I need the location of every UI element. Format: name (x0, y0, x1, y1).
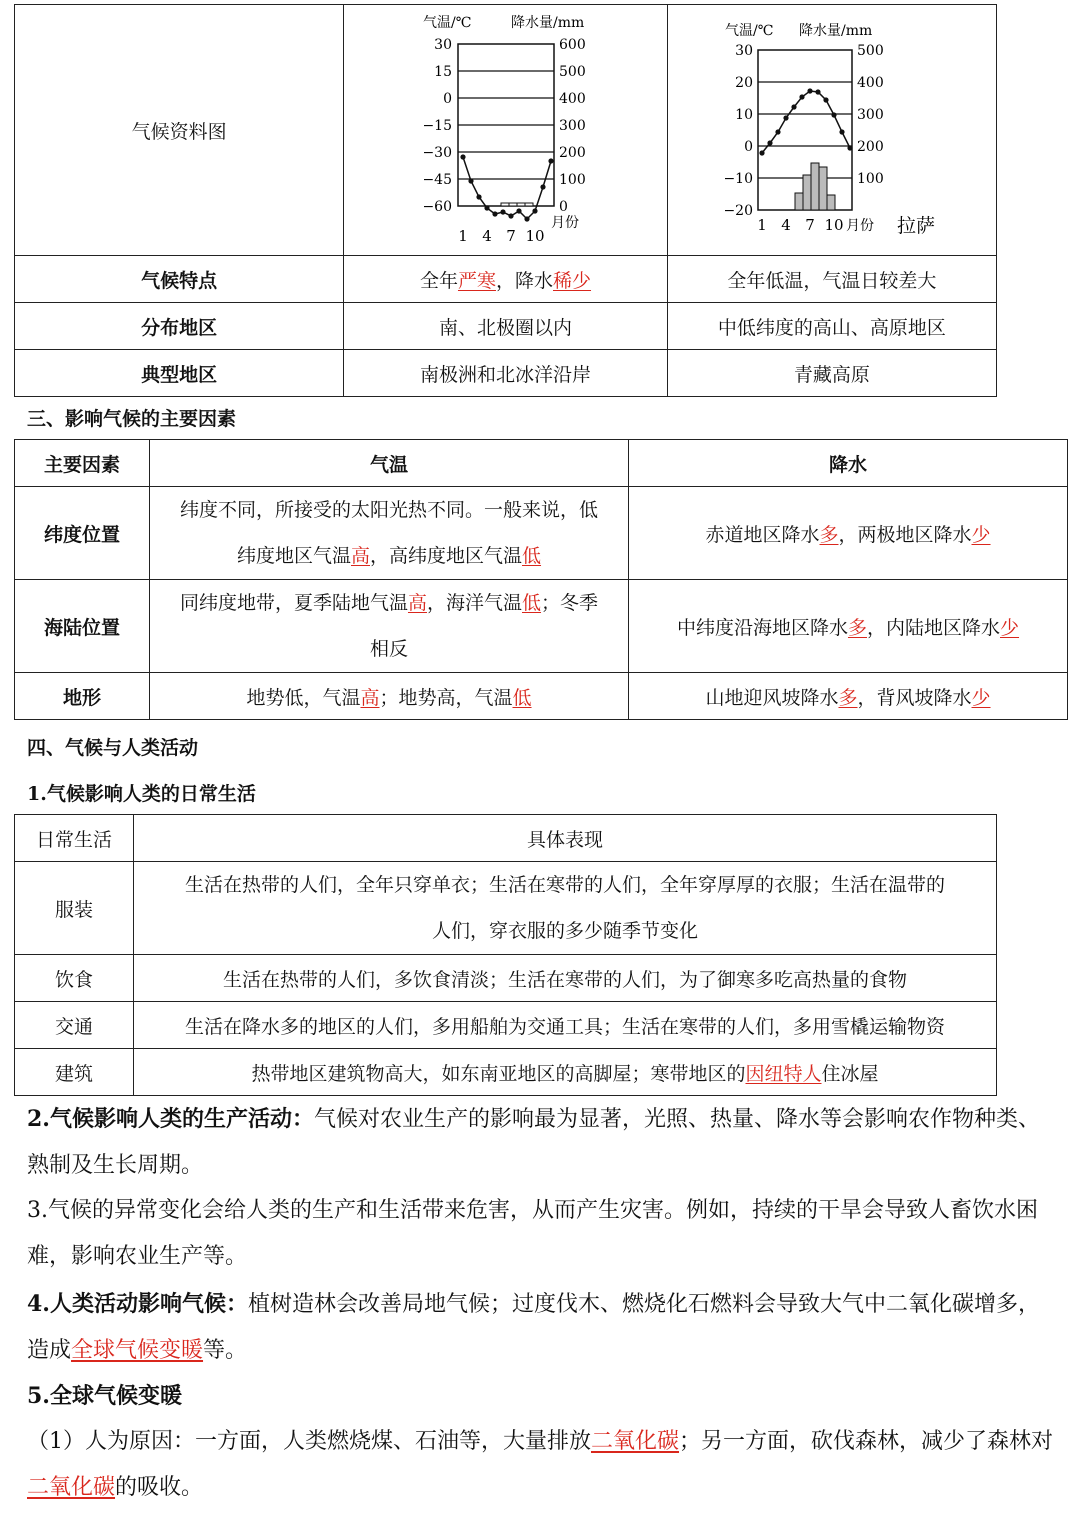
temp-effect: 地势低，气温高；地势高，气温低 (150, 673, 629, 720)
precip-effect: 中纬度沿海地区降水多，内陆地区降水少 (629, 580, 1068, 673)
header-detail: 具体表现 (134, 815, 997, 862)
row-label: 分布地区 (15, 303, 344, 350)
table-row (15, 350, 997, 397)
paragraph-3: 3.气候的异常变化会给人类的生产和生活带来危害，从而产生灾害。例如，持续的干旱会导致人畜饮水困难，影响农业生产等。 (27, 1198, 1038, 1269)
temp-tick: −15 (422, 118, 453, 134)
row-label-chart: 气候资料图 (15, 5, 344, 256)
x-unit: 月份 (551, 215, 580, 231)
polar-distribution: 南、北极圈以内 (344, 303, 667, 350)
header-daily: 日常生活 (15, 815, 134, 862)
polar-precip-ticks (559, 37, 586, 215)
climate-table (14, 4, 997, 397)
table-row (15, 955, 997, 1002)
precip-effect: 山地迎风坡降水多，背风坡降水少 (629, 673, 1068, 720)
paragraph-2-text: 气候对农业生产的影响最为显著，光照、热量、降水等会影响农作物种类、熟制及生长周期。 (27, 1107, 1040, 1178)
precip-tick: 300 (856, 107, 884, 123)
paragraph-4: 4.人类活动影响气候：植树造林会改善局地气候；过度伐木、燃烧化石燃料会导致大气中二氧化碳增多，造成全球气候变暖等。 (27, 1291, 1040, 1363)
factor-label: 海陆位置 (15, 580, 150, 673)
lhasa-precip-bars (795, 163, 835, 210)
polar-temp-ticks (423, 37, 453, 215)
temp-tick: −20 (723, 203, 753, 219)
section3-title: 三、影响气候的主要因素 (27, 408, 237, 430)
life-item: 交通 (15, 1002, 134, 1049)
precip-tick: 0 (559, 199, 569, 215)
polar-climate-chart (345, 5, 665, 250)
x-tick: 4 (482, 227, 493, 245)
station-name: 拉萨 (896, 215, 935, 237)
life-desc: 生活在降水多的地区的人们，多用船舶为交通工具；生活在寒带的人们，多用雪橇运输物资 (134, 1002, 997, 1049)
temp-tick: −10 (723, 171, 753, 187)
table-row (15, 256, 997, 303)
paragraph-5: （1）人为原因：一方面，人类燃烧煤、石油等，大量排放二氧化碳；另一方面，砍伐森林，减少了森林对二氧化碳的吸收。 (27, 1429, 1054, 1500)
factor-label: 纬度位置 (15, 487, 150, 580)
table-row (15, 1049, 997, 1096)
precip-tick: 200 (559, 145, 587, 161)
lhasa-climate-chart (669, 5, 995, 250)
temp-tick: −30 (422, 145, 453, 161)
temp-effect: 纬度不同，所接受的太阳光热不同。一般来说，低 纬度地区气温高，高纬度地区气温低 (150, 487, 629, 580)
paragraph-2 (27, 1096, 1057, 1189)
table-row (15, 303, 997, 350)
life-desc: 热带地区建筑物高大，如东南亚地区的高脚屋；寒带地区的因纽特人住冰屋 (134, 1049, 997, 1096)
life-desc: 生活在热带的人们，全年只穿单衣；生活在寒带的人们，全年穿厚厚的衣服；生活在温带的 人们，穿衣服的多少随季节变化 (134, 862, 997, 955)
header-factor: 主要因素 (15, 440, 150, 487)
life-item: 饮食 (15, 955, 134, 1002)
life-item: 服装 (15, 862, 134, 955)
temp-tick: 20 (734, 75, 753, 91)
temp-tick: 0 (743, 139, 753, 155)
daily-life-table (14, 814, 997, 1096)
lhasa-chart-cell (667, 5, 996, 256)
precip-tick: 100 (559, 172, 587, 188)
temp-tick: 30 (434, 37, 453, 53)
paragraph-5-title: 5.全球气候变暖 (27, 1383, 182, 1409)
polar-typical: 南极洲和北冰洋沿岸 (344, 350, 667, 397)
table-row (15, 580, 1068, 673)
x-tick: 10 (824, 216, 844, 234)
subsection1-title: 1.气候影响人类的日常生活 (27, 783, 256, 805)
table-row (15, 862, 997, 955)
temp-tick: 0 (443, 91, 453, 107)
precip-tick: 400 (559, 91, 587, 107)
section4-title: 四、气候与人类活动 (27, 737, 199, 759)
temp-tick: 30 (734, 43, 753, 59)
lhasa-x-ticks (757, 216, 843, 234)
temp-tick: 15 (434, 64, 453, 80)
row-label: 气候特点 (15, 256, 344, 303)
precip-axis-label: 降水量/mm (511, 15, 585, 31)
polar-precip-bars (501, 203, 533, 206)
lhasa-precip-ticks (857, 43, 884, 187)
precip-tick: 400 (856, 75, 884, 91)
x-tick: 10 (525, 227, 546, 245)
highlight-global-warming: 全球气候变暖 (71, 1338, 204, 1363)
table-row (15, 673, 1068, 720)
plateau-distribution: 中低纬度的高山、高原地区 (667, 303, 996, 350)
paragraph-4-title: 4.人类活动影响气候： (27, 1291, 248, 1317)
highlight-co2: 二氧化碳 (591, 1429, 680, 1454)
precip-effect: 赤道地区降水多，两极地区降水少 (629, 487, 1068, 580)
plateau-typical: 青藏高原 (667, 350, 996, 397)
precip-tick: 200 (856, 139, 884, 155)
header-precip: 降水 (629, 440, 1068, 487)
polar-chart-cell (344, 5, 667, 256)
header-temp: 气温 (150, 440, 629, 487)
table-row (15, 487, 1068, 580)
x-unit: 月份 (845, 218, 874, 234)
lhasa-temp-ticks (723, 43, 753, 219)
plateau-feature: 全年低温，气温日较差大 (667, 256, 996, 303)
temp-tick: 10 (734, 107, 753, 123)
precip-tick: 500 (856, 43, 884, 59)
precip-tick: 100 (856, 171, 884, 187)
x-tick: 7 (805, 216, 815, 234)
highlight-co2: 二氧化碳 (27, 1475, 116, 1500)
temp-axis-label: 气温/℃ (724, 23, 774, 39)
temp-tick: −45 (422, 172, 453, 188)
x-tick: 7 (506, 227, 517, 245)
factors-table (14, 439, 1068, 720)
x-tick: 4 (781, 216, 791, 234)
precip-tick: 500 (559, 64, 587, 80)
temp-tick: −60 (422, 199, 453, 215)
temp-axis-label: 气温/℃ (423, 15, 472, 31)
x-tick: 1 (757, 216, 767, 234)
life-item: 建筑 (15, 1049, 134, 1096)
x-tick: 1 (458, 227, 469, 245)
polar-x-ticks (459, 227, 545, 245)
table-row (15, 1002, 997, 1049)
precip-axis-label: 降水量/mm (798, 23, 873, 39)
lhasa-temp-curve (762, 91, 850, 153)
polar-feature: 全年严寒，降水稀少 (344, 256, 667, 303)
paragraph-2-title: 2.气候影响人类的生产活动： (27, 1106, 314, 1132)
temp-effect: 同纬度地带，夏季陆地气温高，海洋气温低；冬季 相反 (150, 580, 629, 673)
precip-tick: 300 (559, 118, 587, 134)
precip-tick: 600 (559, 37, 587, 53)
row-label: 典型地区 (15, 350, 344, 397)
factor-label: 地形 (15, 673, 150, 720)
life-desc: 生活在热带的人们，多饮食清淡；生活在寒带的人们，为了御寒多吃高热量的食物 (134, 955, 997, 1002)
polar-temp-curve (463, 157, 551, 219)
